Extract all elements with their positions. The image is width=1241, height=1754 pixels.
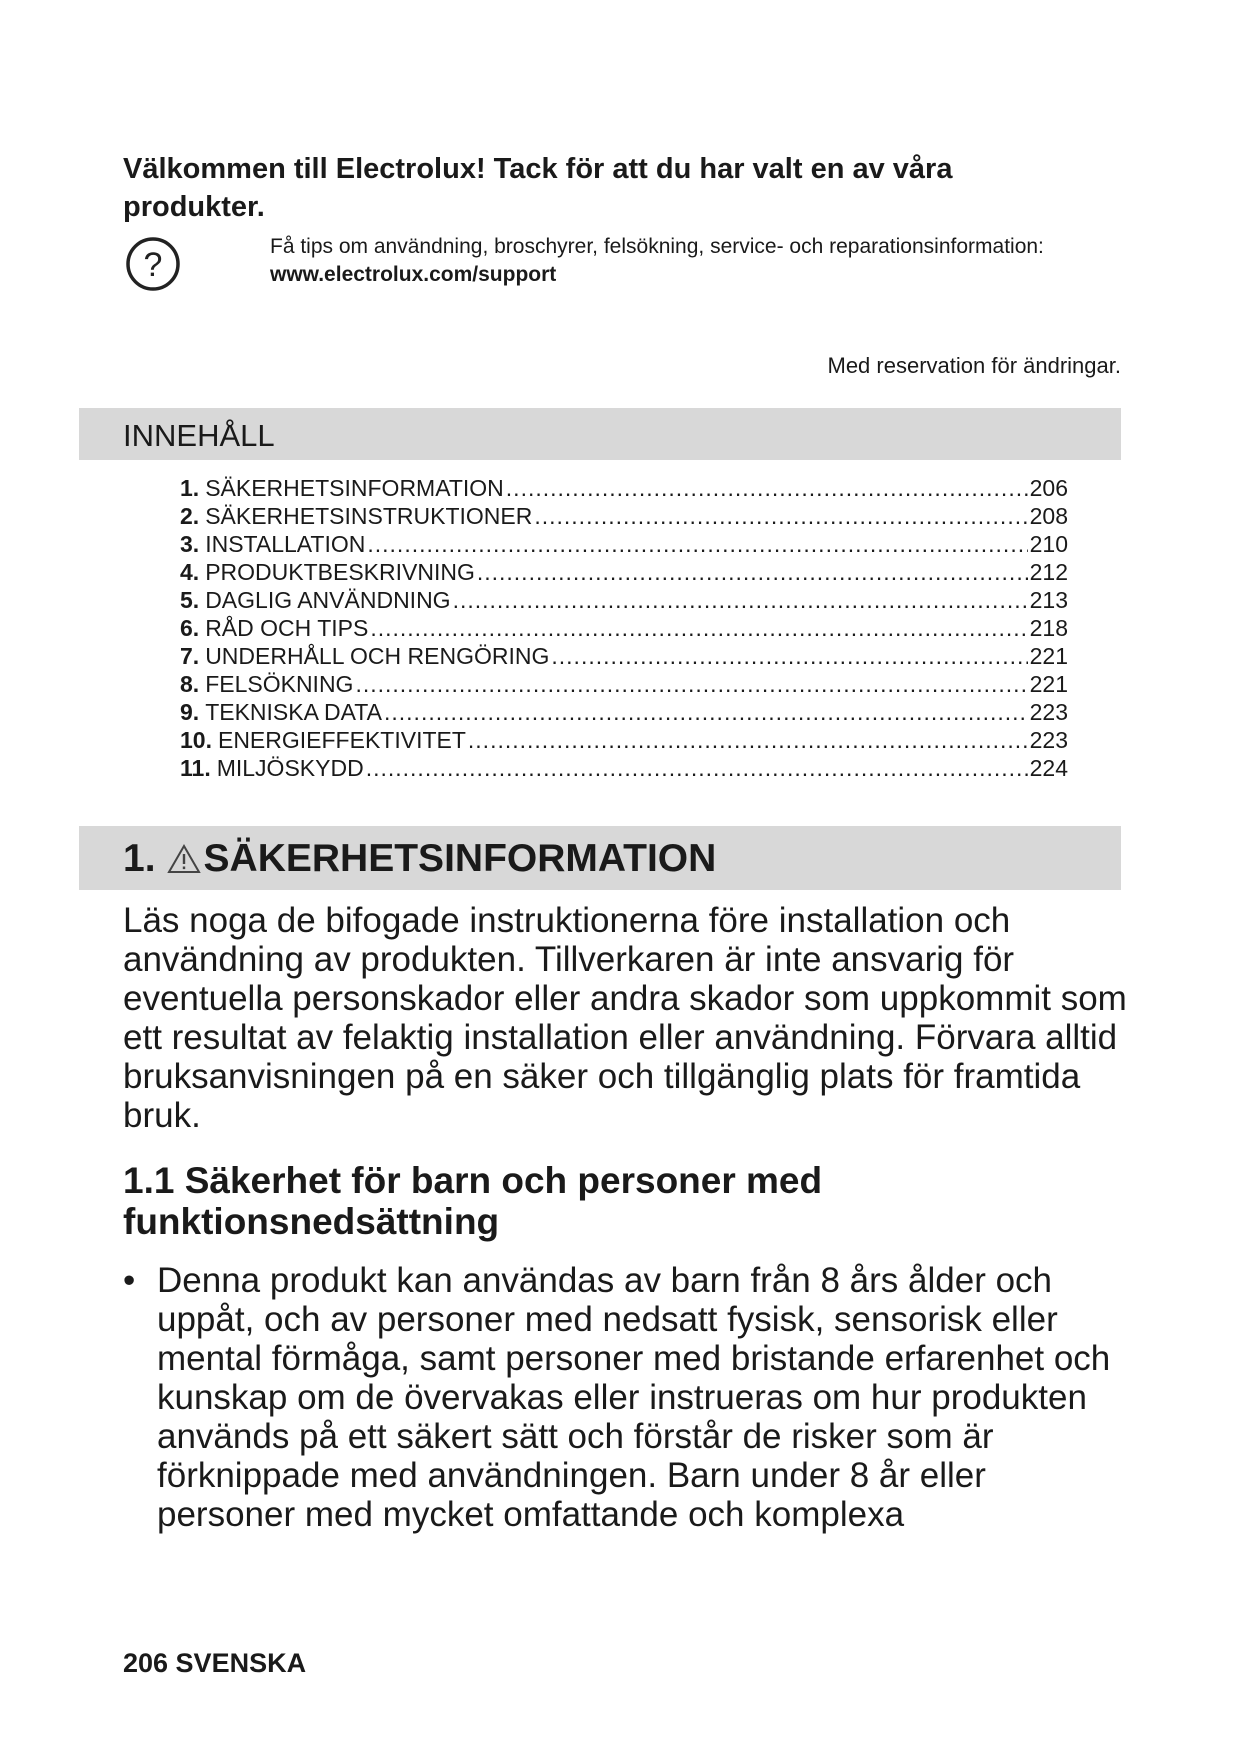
toc-entry-number: 7. (180, 643, 200, 669)
support-link[interactable]: www.electrolux.com/support (270, 263, 557, 286)
toc-entry[interactable] (180, 558, 1068, 586)
section-title (123, 836, 716, 882)
toc-entry[interactable] (180, 474, 1068, 502)
list-item (123, 1261, 1133, 1534)
toc-entry-number: 4. (180, 559, 200, 585)
warning-triangle-icon (166, 843, 202, 875)
toc-entry[interactable] (180, 698, 1068, 726)
toc-entry-number: 5. (180, 587, 200, 613)
question-circle-icon (125, 236, 181, 292)
toc-dot-leader (534, 502, 1027, 530)
toc-entry[interactable] (180, 726, 1068, 754)
toc-entry[interactable] (180, 670, 1068, 698)
toc-entry[interactable] (180, 502, 1068, 530)
toc-entry-page: 221 (1029, 643, 1068, 669)
toc-dot-leader (370, 614, 1027, 642)
toc-dot-leader (367, 530, 1027, 558)
toc-entry[interactable] (180, 586, 1068, 614)
bullet-text: Denna produkt kan användas av barn från 8 års ålder och uppåt, och av personer med nedsatt fysisk, sensorisk eller mental förmåga, samt personer med bristande erfarenhet och kunskap om de övervakas eller instrueras om hur produkten används på ett säkert sätt och förstår de risker som är förknippade med användningen. Barn under 8 år eller personer med mycket omfattande och komplexa (157, 1261, 1111, 1534)
toc-dot-leader (366, 754, 1028, 782)
toc-entry-label: UNDERHÅLL OCH RENGÖRING (205, 643, 550, 669)
toc-entry-page: 206 (1029, 475, 1068, 501)
toc-dot-leader (468, 726, 1028, 754)
support-info-text: Få tips om användning, broschyrer, felsökning, service- och reparationsinformation: (270, 235, 1044, 258)
toc-entry-page: 224 (1029, 755, 1068, 781)
toc-entry-label: PRODUKTBESKRIVNING (205, 559, 475, 585)
reservation-note: Med reservation för ändringar. (827, 353, 1121, 378)
toc-entry-label: FELSÖKNING (205, 671, 354, 697)
subsection-title: 1.1 Säkerhet för barn och personer med funktionsnedsättning (123, 1160, 823, 1242)
toc-entry-page: 221 (1029, 671, 1068, 697)
support-info (270, 233, 1130, 289)
toc-entry-label: DAGLIG ANVÄNDNING (205, 587, 451, 613)
toc-entry-label: TEKNISKA DATA (205, 699, 382, 725)
toc-dot-leader (551, 642, 1027, 670)
toc-entry-page: 210 (1029, 531, 1068, 557)
toc-entry-number: 6. (180, 615, 200, 641)
toc-entry-page: 218 (1029, 615, 1068, 641)
safety-intro-paragraph: Läs noga de bifogade instruktionerna före installation och användning av produkten. Tillverkaren är inte ansvarig för eventuella personskador eller andra skador som uppkommit som ett resultat av felaktig installation eller användning. Förvara alltid bruksanvisningen på en säker och tillgänglig plats för framtida bruk. (123, 901, 1127, 1135)
toc-entry-page: 213 (1029, 587, 1068, 613)
toc-entry-number: 3. (180, 531, 200, 557)
toc-entry-number: 8. (180, 671, 200, 697)
section-number: 1. (123, 837, 156, 880)
toc-entry-page: 208 (1029, 503, 1068, 529)
table-of-contents (180, 474, 1068, 782)
toc-entry-number: 11. (180, 755, 211, 781)
toc-dot-leader (384, 698, 1028, 726)
toc-entry-number: 1. (180, 475, 200, 501)
toc-entry-label: MILJÖSKYDD (216, 755, 364, 781)
toc-dot-leader (477, 558, 1028, 586)
toc-entry[interactable] (180, 642, 1068, 670)
svg-text:?: ? (143, 246, 163, 284)
toc-dot-leader (355, 670, 1027, 698)
toc-title: INNEHÅLL (123, 418, 275, 453)
toc-entry-label: SÄKERHETSINSTRUKTIONER (205, 503, 533, 529)
toc-entry-number: 10. (180, 727, 212, 753)
toc-entry-label: ENERGIEFFEKTIVITET (217, 727, 466, 753)
toc-entry-page: 212 (1029, 559, 1068, 585)
toc-entry[interactable] (180, 754, 1068, 782)
toc-entry-number: 9. (180, 699, 200, 725)
toc-entry-number: 2. (180, 503, 200, 529)
bullet-marker: • (123, 1261, 136, 1300)
welcome-heading: Välkommen till Electrolux! Tack för att du har valt en av våra produkter. (123, 153, 953, 223)
toc-dot-leader (506, 474, 1028, 502)
toc-entry[interactable] (180, 614, 1068, 642)
toc-entry-label: INSTALLATION (205, 531, 366, 557)
toc-dot-leader (453, 586, 1028, 614)
page-footer: 206 SVENSKA (123, 1648, 307, 1678)
toc-entry-page: 223 (1029, 699, 1068, 725)
toc-entry-label: RÅD OCH TIPS (205, 615, 369, 641)
toc-entry-label: SÄKERHETSINFORMATION (205, 475, 504, 501)
toc-entry[interactable] (180, 530, 1068, 558)
section-title-text: SÄKERHETSINFORMATION (203, 837, 717, 880)
toc-entry-page: 223 (1029, 727, 1068, 753)
